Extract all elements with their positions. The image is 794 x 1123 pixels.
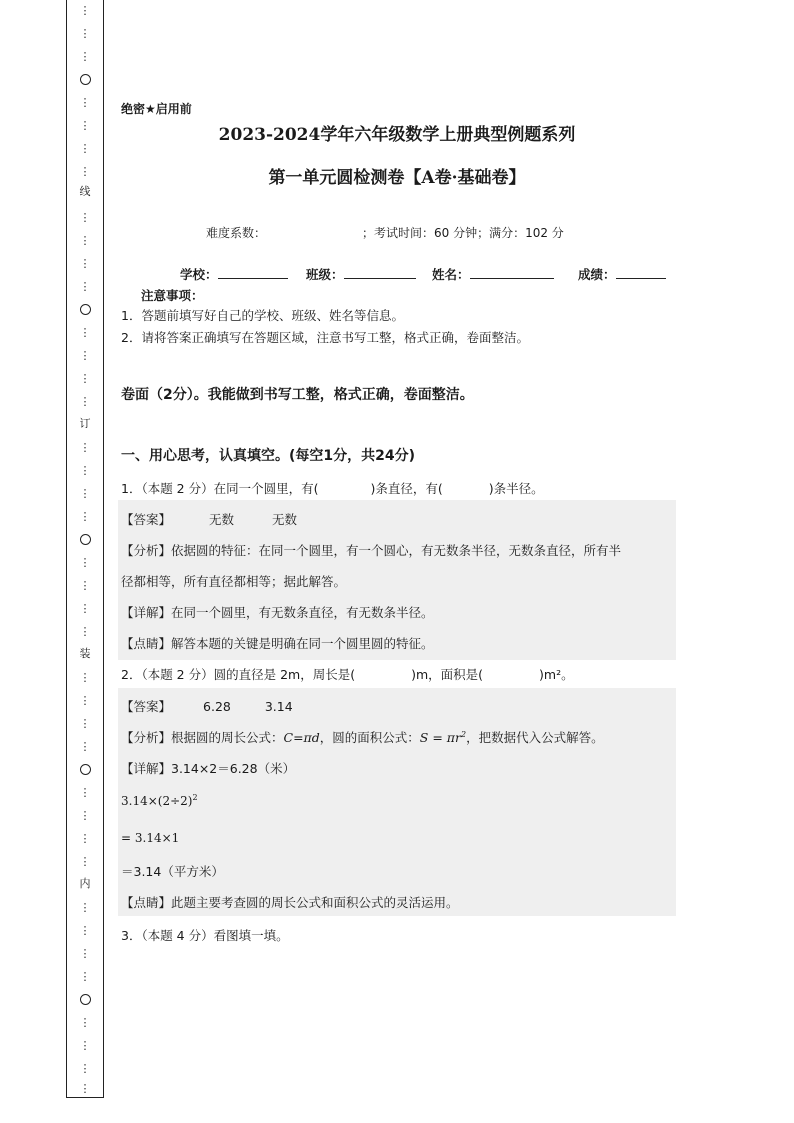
question-1-stem xyxy=(121,479,544,497)
question-2-stem xyxy=(121,665,574,683)
q1-stem-part-c: )条半径。 xyxy=(488,481,544,496)
q2-analysis-part-c: ，把数据代入公式解答。 xyxy=(466,730,604,745)
q2-answer-tag: 【答案】 xyxy=(121,699,172,714)
q2-answer xyxy=(121,697,293,715)
binding-dots: ⋮ xyxy=(79,1016,91,1029)
binding-dots: ⋮ xyxy=(79,349,91,362)
page-subtitle: 第一单元圆检测卷【A卷·基础卷】 xyxy=(268,168,526,188)
q2-comment: 【点睛】此题主要考查圆的周长公式和面积公式的灵活运用。 xyxy=(121,895,459,910)
question-3-stem: 3．（本题 4 分）看图填一填。 xyxy=(121,928,289,943)
class-field xyxy=(306,265,416,283)
binding-dots: ⋮ xyxy=(79,740,91,753)
binding-dots: ⋮ xyxy=(79,372,91,385)
binding-dots: ⋮ xyxy=(79,579,91,592)
binding-dots: ⋮ xyxy=(79,832,91,845)
section-heading: 一、用心思考，认真填空。(每空1分，共24分) xyxy=(121,448,416,464)
q1-answer-tag: 【答案】 xyxy=(121,512,172,527)
class-label: 班级： xyxy=(306,267,344,282)
binding-dots: ⋮ xyxy=(79,50,91,63)
q2-solution-box xyxy=(118,688,676,916)
q1-answer-1: 无数 xyxy=(209,512,235,527)
q2-detail: 【详解】3.14×2＝6.28（米） xyxy=(121,761,296,776)
score-field xyxy=(578,265,666,283)
binding-label: 线 xyxy=(79,185,91,198)
binding-circle xyxy=(80,304,91,315)
notice-item-2: 2．请将答案正确填写在答题区域，注意书写工整，格式正确，卷面整洁。 xyxy=(121,330,529,345)
area-formula-text: S = πr xyxy=(419,730,461,745)
notice-heading: 注意事项： xyxy=(141,288,204,303)
binding-dots: ⋮ xyxy=(79,119,91,132)
binding-dots: ⋮ xyxy=(79,602,91,615)
q1-analysis-line-1: 【分析】依据圆的特征：在同一个圆里，有一个圆心，有无数条半径，无数条直径，所有半 xyxy=(121,543,622,558)
binding-circle xyxy=(80,994,91,1005)
binding-dots: ⋮ xyxy=(79,395,91,408)
binding-label: 订 xyxy=(79,417,91,430)
page-title: 2023-2024学年六年级数学上册典型例题系列 xyxy=(218,125,576,145)
binding-dots: ⋮ xyxy=(79,280,91,293)
binding-circle xyxy=(80,764,91,775)
binding-dots: ⋮ xyxy=(79,165,91,178)
neatness-statement: 卷面（2分）。我能做到书写工整，格式正确，卷面整洁。 xyxy=(121,387,474,403)
binding-dots: ⋮ xyxy=(79,1082,91,1095)
q2-answer-2: 3.14 xyxy=(264,699,293,714)
notice-item-1: 1．答题前填写好自己的学校、班级、姓名等信息。 xyxy=(121,308,404,323)
name-label: 姓名： xyxy=(432,267,470,282)
binding-dots: ⋮ xyxy=(79,142,91,155)
q2-stem-part-a: 2．（本题 2 分）圆的直径是 2m，周长是( xyxy=(121,667,356,682)
school-input[interactable] xyxy=(218,266,288,279)
q2-analysis-part-b: ，圆的面积公式： xyxy=(319,730,420,745)
binding-dots: ⋮ xyxy=(79,717,91,730)
score-input[interactable] xyxy=(616,266,666,279)
q1-detail: 【详解】在同一个圆里，有无数条直径，有无数条半径。 xyxy=(121,605,434,620)
q2-calc-step-3: ＝3.14（平方米） xyxy=(121,864,224,879)
binding-dots: ⋮ xyxy=(79,809,91,822)
binding-dots: ⋮ xyxy=(79,855,91,868)
binding-dots: ⋮ xyxy=(79,671,91,684)
binding-dots: ⋮ xyxy=(79,947,91,960)
exam-meta: ；考试时间：60 分钟；满分：102 分 xyxy=(362,226,564,240)
q1-answer-2: 无数 xyxy=(272,512,298,527)
binding-dots: ⋮ xyxy=(79,556,91,569)
binding-dots: ⋮ xyxy=(79,1062,91,1075)
binding-dots: ⋮ xyxy=(79,786,91,799)
q2-analysis xyxy=(121,728,604,746)
q2-analysis-part-a: 【分析】根据圆的周长公式： xyxy=(121,730,284,745)
binding-dots: ⋮ xyxy=(79,96,91,109)
binding-dots: ⋮ xyxy=(79,694,91,707)
name-input[interactable] xyxy=(470,266,554,279)
score-label: 成绩： xyxy=(578,267,616,282)
name-field xyxy=(432,265,554,283)
q1-stem-part-b: )条直径，有( xyxy=(370,481,443,496)
q2-stem-part-c: )m²。 xyxy=(539,667,574,682)
q1-answer xyxy=(121,510,297,528)
binding-dots: ⋮ xyxy=(79,901,91,914)
binding-dots: ⋮ xyxy=(79,211,91,224)
binding-dots: ⋮ xyxy=(79,924,91,937)
school-field xyxy=(180,265,288,283)
class-input[interactable] xyxy=(344,266,416,279)
q1-comment: 【点睛】解答本题的关键是明确在同一个圆里圆的特征。 xyxy=(121,636,434,651)
difficulty-label: 难度系数： xyxy=(206,226,267,240)
binding-label: 装 xyxy=(79,647,91,660)
binding-circle xyxy=(80,74,91,85)
binding-dots: ⋮ xyxy=(79,234,91,247)
q2-answer-1: 6.28 xyxy=(203,699,231,714)
binding-dots: ⋮ xyxy=(79,326,91,339)
school-label: 学校： xyxy=(180,267,218,282)
binding-dots: ⋮ xyxy=(79,1039,91,1052)
binding-dots: ⋮ xyxy=(79,257,91,270)
q1-analysis-line-2: 径都相等，所有直径都相等；据此解答。 xyxy=(121,574,347,589)
q2-stem-part-b: )m，面积是( xyxy=(411,667,484,682)
binding-circle xyxy=(80,534,91,545)
confidential-mark: 绝密★启用前 xyxy=(121,102,192,116)
binding-dots: ⋮ xyxy=(79,487,91,500)
circumference-formula: C=πd xyxy=(283,730,320,745)
area-formula: $S = \pi r^2$ xyxy=(419,729,467,745)
binding-label: 内 xyxy=(79,877,91,890)
binding-dots: ⋮ xyxy=(79,27,91,40)
q2-calc-step-2: = 3.14×1 xyxy=(121,831,180,845)
binding-dots: ⋮ xyxy=(79,625,91,638)
q1-stem-part-a: 1．（本题 2 分）在同一个圆里，有( xyxy=(121,481,319,496)
binding-dots: ⋮ xyxy=(79,4,91,17)
binding-dots: ⋮ xyxy=(79,970,91,983)
q2-calc-step-1: $3.14\times(2\div 2)^2$ xyxy=(121,793,198,808)
binding-dots: ⋮ xyxy=(79,510,91,523)
binding-dots: ⋮ xyxy=(79,441,91,454)
q2-calc-step-1-text: 3.14×(2÷2) xyxy=(121,794,193,808)
binding-dots: ⋮ xyxy=(79,464,91,477)
